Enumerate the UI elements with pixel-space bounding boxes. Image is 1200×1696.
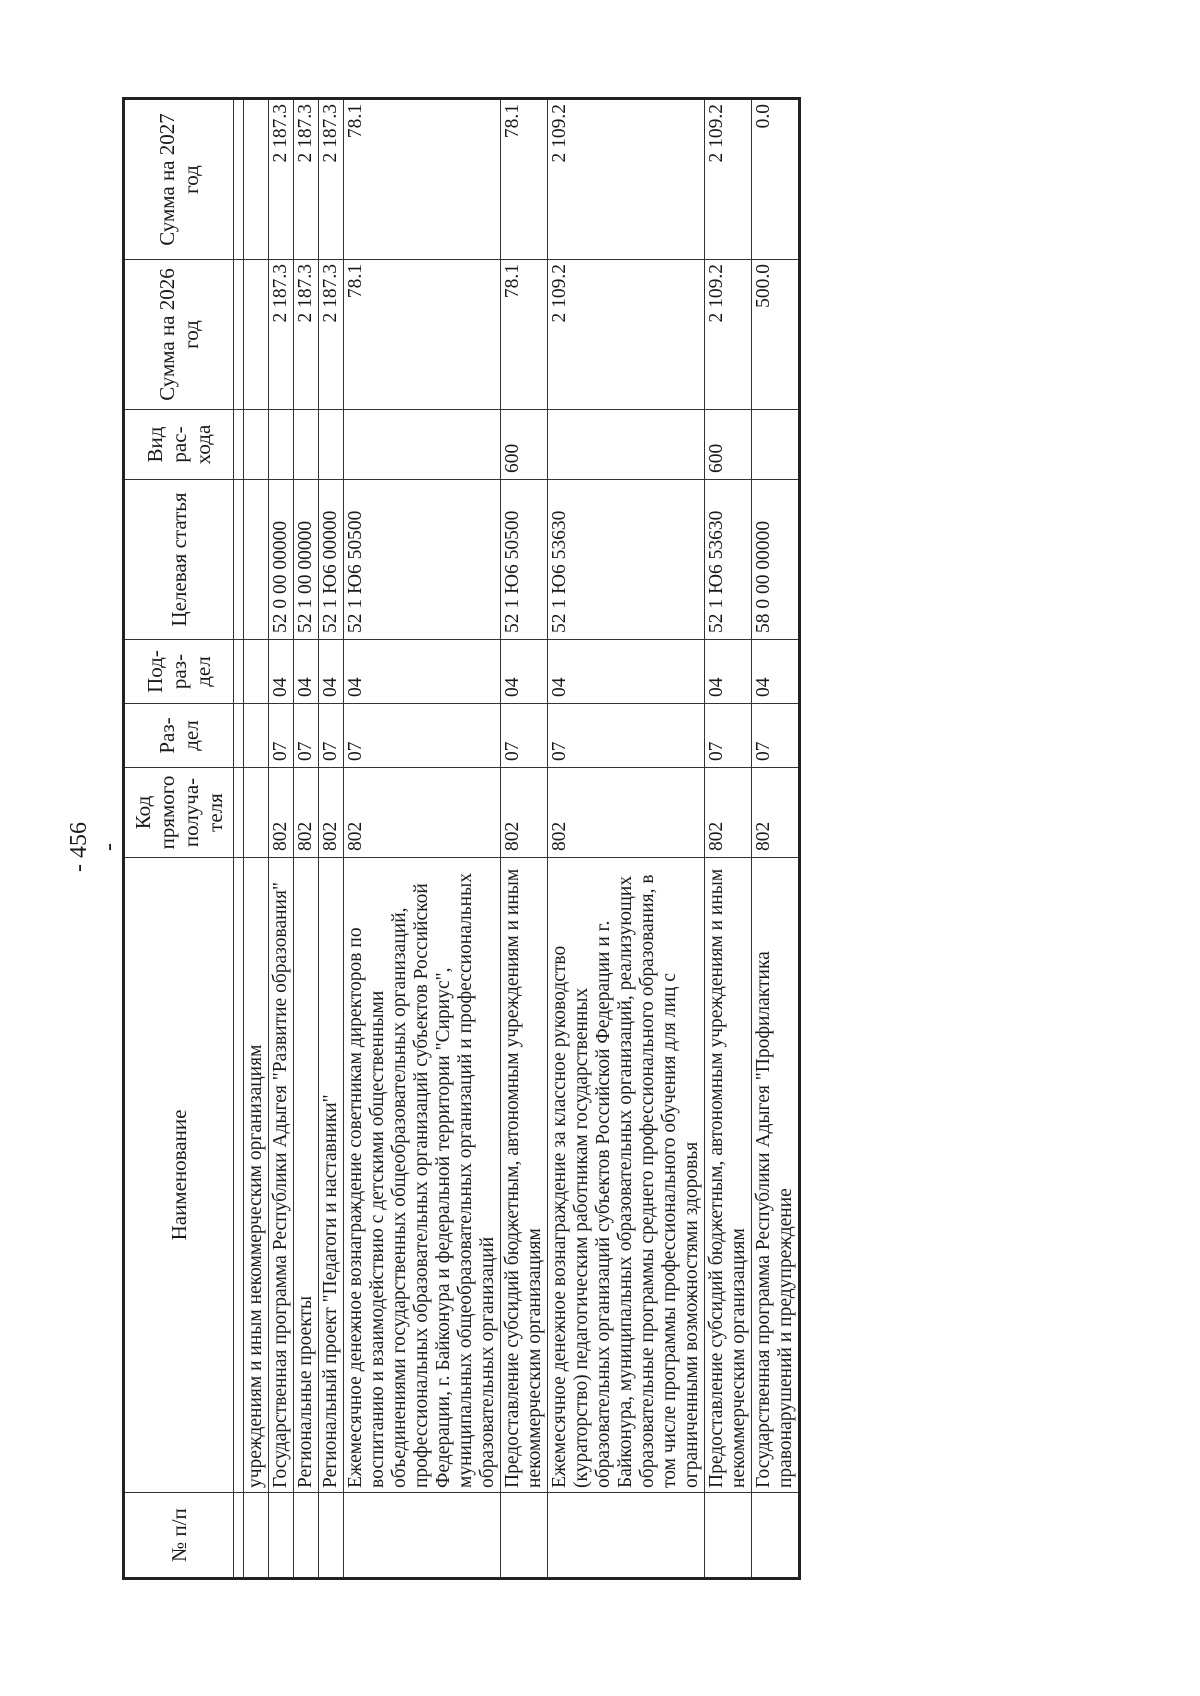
cell-name: Ежемесячное денежное вознаграждение за классное руководство (кураторство) педагогическим работникам государственных образовательных организаций субъектов Российской Федерации и г. Байконура, муниципальных образовательных организаций, реализующих образовательные программы среднего профессионального образования, в том числе программы профессионального обучения для лиц с ограниченными возможностями здоровья — [548, 858, 705, 1493]
cell-name: Государственная программа Республики Адыгея "Профилактика правонарушений и предупреждение — [752, 858, 800, 1493]
cell-expense-type — [234, 410, 244, 480]
cell-target-article: 52 1 00 00000 — [294, 480, 319, 640]
cell-subsection — [234, 640, 244, 704]
cell-sum-2027: 0.0 — [752, 99, 800, 260]
cell-sum-2027: 78.1 — [344, 99, 501, 260]
cell-expense-type — [244, 410, 269, 480]
cell-target-article: 52 1 Ю6 53630 — [548, 480, 705, 640]
cell-number — [705, 1493, 752, 1579]
table-row — [244, 99, 269, 1579]
budget-table-sheet — [122, 100, 1072, 1580]
cell-sum-2027: 78.1 — [501, 99, 548, 260]
cell-name: Государственная программа Республики Адыгея "Развитие образования" — [269, 858, 294, 1493]
cell-target-article: 52 1 Ю6 50500 — [501, 480, 548, 640]
cell-name — [234, 858, 244, 1493]
table-row — [548, 99, 705, 1579]
cell-subsection: 04 — [705, 640, 752, 704]
cell-expense-type — [319, 410, 344, 480]
cell-section: 07 — [344, 704, 501, 768]
cell-sum-2026: 2 109.2 — [705, 260, 752, 410]
table-row — [501, 99, 548, 1579]
cell-section — [234, 704, 244, 768]
header-section: Раз-дел — [124, 704, 234, 768]
cell-target-article: 52 1 Ю6 53630 — [705, 480, 752, 640]
cell-sum-2026: 2 187.3 — [294, 260, 319, 410]
cell-expense-type: 600 — [501, 410, 548, 480]
cell-name: Предоставление субсидий бюджетным, автономным учреждениям и иным некоммерческим организациям — [705, 858, 752, 1493]
cell-sum-2026 — [244, 260, 269, 410]
cell-expense-type — [294, 410, 319, 480]
cell-name: учреждениям и иным некоммерческим организациям — [244, 858, 269, 1493]
table-row — [319, 99, 344, 1579]
cell-name: Предоставление субсидий бюджетным, автономным учреждениям и иным некоммерческим организациям — [501, 858, 548, 1493]
cell-number — [319, 1493, 344, 1579]
cell-sum-2027: 2 187.3 — [319, 99, 344, 260]
cell-recipient-code: 802 — [294, 768, 319, 858]
cell-section: 07 — [752, 704, 800, 768]
cell-target-article: 52 0 00 00000 — [269, 480, 294, 640]
cell-recipient-code: 802 — [501, 768, 548, 858]
header-expense-type: Вид рас-хода — [124, 410, 234, 480]
cell-target-article: 52 1 Ю6 00000 — [319, 480, 344, 640]
cell-number — [234, 1493, 244, 1579]
header-number: № п/п — [124, 1493, 234, 1579]
cell-target-article: 52 1 Ю6 50500 — [344, 480, 501, 640]
cell-recipient-code: 802 — [319, 768, 344, 858]
cell-sum-2026: 500.0 — [752, 260, 800, 410]
cell-recipient-code — [244, 768, 269, 858]
cell-subsection: 04 — [752, 640, 800, 704]
table-row — [344, 99, 501, 1579]
header-recipient-code: Код прямого получа-теля — [124, 768, 234, 858]
header-name: Наименование — [124, 858, 234, 1493]
cell-sum-2026: 78.1 — [344, 260, 501, 410]
cell-number — [501, 1493, 548, 1579]
table-row — [269, 99, 294, 1579]
cell-subsection: 04 — [294, 640, 319, 704]
cell-sum-2027: 2 187.3 — [294, 99, 319, 260]
cell-subsection — [244, 640, 269, 704]
cell-number — [752, 1493, 800, 1579]
cell-recipient-code — [234, 768, 244, 858]
cell-section: 07 — [294, 704, 319, 768]
cell-section: 07 — [269, 704, 294, 768]
cell-number — [294, 1493, 319, 1579]
cell-subsection: 04 — [548, 640, 705, 704]
cell-number — [269, 1493, 294, 1579]
header-subsection: Под-раз-дел — [124, 640, 234, 704]
cell-sum-2027: 2 187.3 — [269, 99, 294, 260]
table-row — [234, 99, 244, 1579]
table-row — [705, 99, 752, 1579]
cell-section: 07 — [319, 704, 344, 768]
cell-subsection: 04 — [344, 640, 501, 704]
cell-section: 07 — [501, 704, 548, 768]
cell-sum-2027 — [244, 99, 269, 260]
cell-target-article: 58 0 00 00000 — [752, 480, 800, 640]
cell-recipient-code: 802 — [269, 768, 294, 858]
table-row — [294, 99, 319, 1579]
cell-sum-2027 — [234, 99, 244, 260]
cell-expense-type — [344, 410, 501, 480]
cell-recipient-code: 802 — [705, 768, 752, 858]
table-row — [752, 99, 800, 1579]
cell-sum-2026 — [234, 260, 244, 410]
cell-number — [344, 1493, 501, 1579]
cell-subsection: 04 — [501, 640, 548, 704]
cell-name: Региональный проект "Педагоги и наставники" — [319, 858, 344, 1493]
cell-recipient-code: 802 — [344, 768, 501, 858]
cell-sum-2026: 2 109.2 — [548, 260, 705, 410]
cell-sum-2026: 2 187.3 — [269, 260, 294, 410]
cell-expense-type: 600 — [705, 410, 752, 480]
cell-section: 07 — [548, 704, 705, 768]
page-number: - 456 - — [66, 822, 122, 872]
header-target-article: Целевая статья — [124, 480, 234, 640]
cell-section — [244, 704, 269, 768]
cell-expense-type — [548, 410, 705, 480]
cell-section: 07 — [705, 704, 752, 768]
cell-number — [244, 1493, 269, 1579]
header-sum-2027: Сумма на 2027 год — [124, 99, 234, 260]
cell-subsection: 04 — [319, 640, 344, 704]
cell-target-article — [234, 480, 244, 640]
header-sum-2026: Сумма на 2026 год — [124, 260, 234, 410]
cell-sum-2027: 2 109.2 — [548, 99, 705, 260]
budget-table — [122, 97, 801, 1580]
cell-sum-2026: 2 187.3 — [319, 260, 344, 410]
cell-subsection: 04 — [269, 640, 294, 704]
cell-recipient-code: 802 — [548, 768, 705, 858]
cell-number — [548, 1493, 705, 1579]
cell-name: Ежемесячное денежное вознаграждение советникам директоров по воспитанию и взаимодействию с детскими общественными объединениями государственных общеобразовательных организаций, профессиональных образовательных организаций субъектов Российской Федерации, г. Байконура и федеральной территории "Сириус", муниципальных общеобразовательных организаций и профессиональных образовательных организаций — [344, 858, 501, 1493]
table-header-row — [124, 99, 234, 1579]
cell-expense-type — [752, 410, 800, 480]
cell-sum-2027: 2 109.2 — [705, 99, 752, 260]
cell-name: Региональные проекты — [294, 858, 319, 1493]
cell-target-article — [244, 480, 269, 640]
cell-sum-2026: 78.1 — [501, 260, 548, 410]
cell-recipient-code: 802 — [752, 768, 800, 858]
cell-expense-type — [269, 410, 294, 480]
